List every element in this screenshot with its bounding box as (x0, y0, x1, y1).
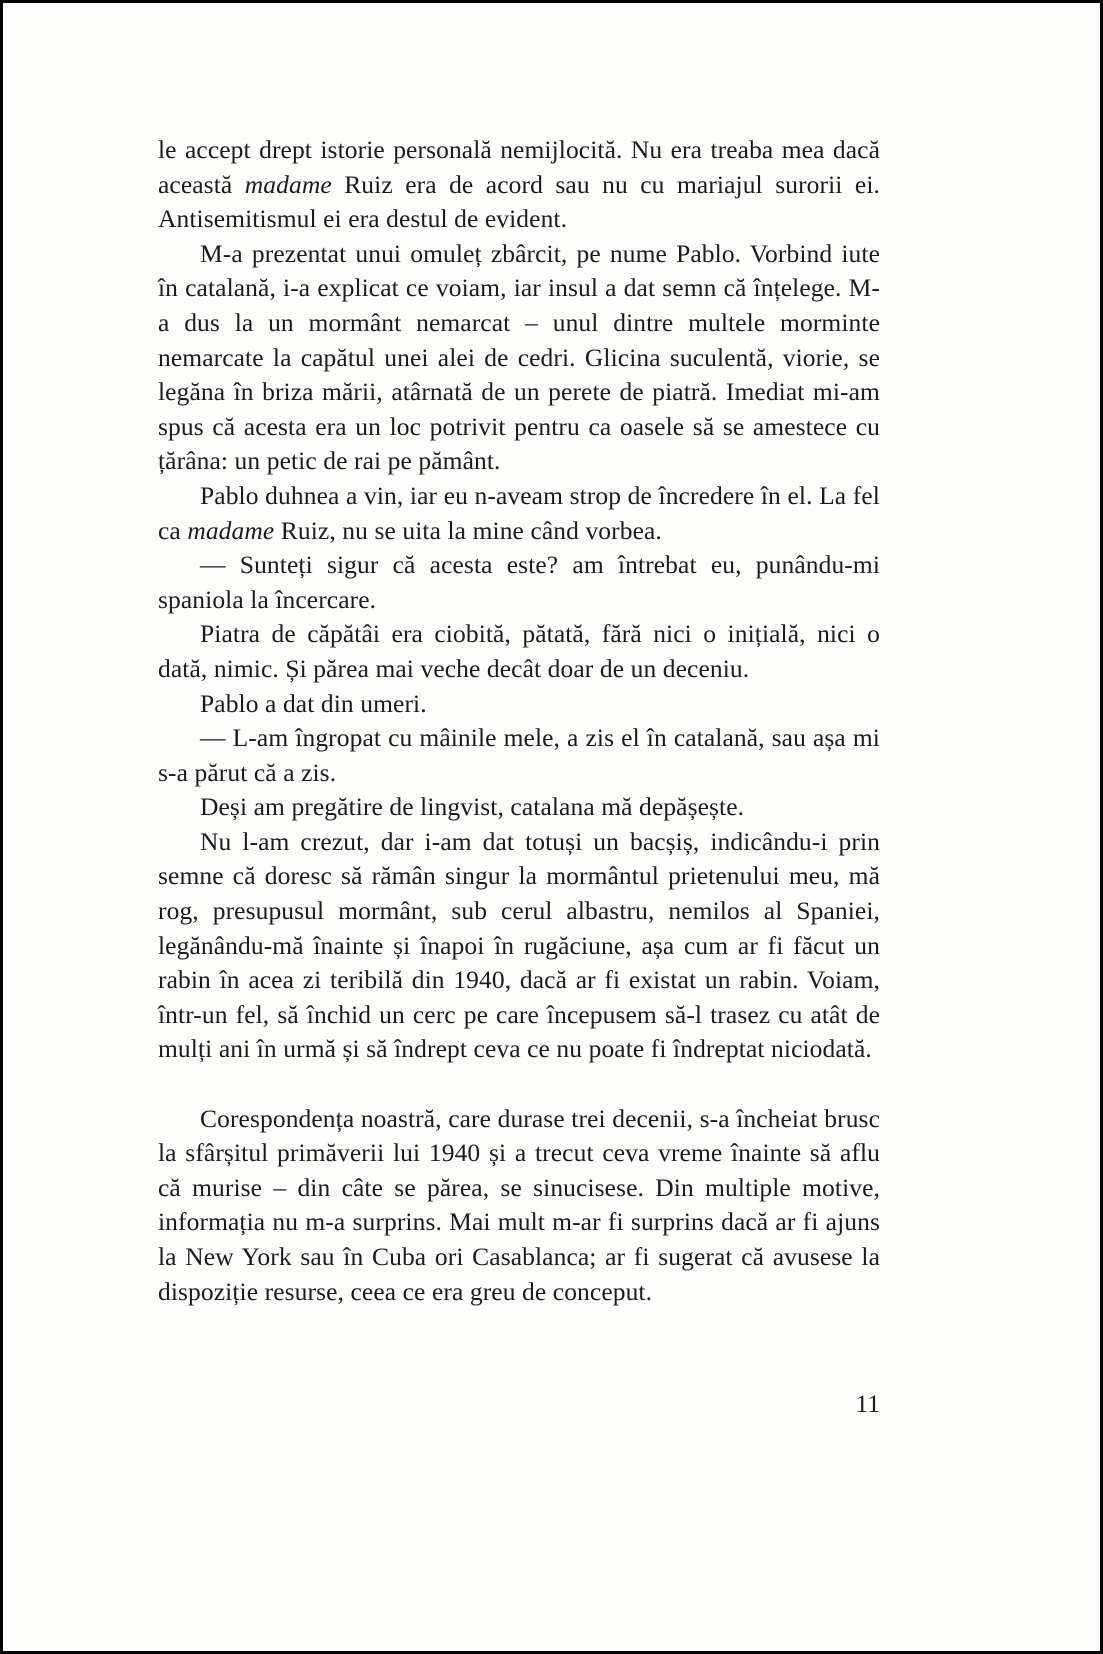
paragraph (158, 237, 880, 479)
paragraph (158, 617, 880, 686)
body-text: Nu l-am crezut, dar i-am dat totuși un bacșiș, indicându-i prin semne că doresc să rămân singur la mormântul prietenului meu, mă rog, presupusul mormânt, sub cerul albastru, nemilos al Spaniei, legănându-mă înainte și înapoi în rugăciune, așa cum ar fi făcut un rabin în acea zi teribilă din 1940, dacă ar fi existat un rabin. Voiam, într-un fel, să închid un cerc pe care începusem să-l trasez cu atât de mulți ani în urmă și să îndrept ceva ce nu poate fi îndreptat niciodată. (158, 826, 880, 1064)
text-block (158, 133, 880, 1309)
body-text: Piatra de căpătâi era ciobită, pătată, fără nici o inițială, nici o dată, nimic. Și părea mai veche decât doar de un deceniu. (158, 619, 880, 683)
body-text: — L-am îngropat cu mâinile mele, a zis el în catalană, sau așa mi s-a părut că a zis. (158, 723, 880, 787)
body-text: le accept drept istorie personală nemijlocită. Nu era treaba mea dacă această (158, 135, 880, 199)
paragraph (158, 133, 880, 237)
body-text: M-a prezentat unui omuleț zbârcit, pe nume Pablo. Vorbind iute în catalană, i-a explicat ce voiam, iar insul a dat semn că înțelege. M-a dus la un mormânt nemarcat – unul dintre multele morminte nemarcate la capătul unei alei de cedri. Glicina suculentă, viorie, se legăna în briza mării, atârnată de un perete de piatră. Imediat mi-am spus că acesta era un loc potrivit pentru ca oasele să se amestece cu țărâna: un petic de rai pe pământ. (158, 238, 880, 476)
body-text: — Sunteți sigur că acesta este? am întrebat eu, punându-mi spaniola la încercare. (158, 550, 880, 614)
body-text: Corespondența noastră, care durase trei decenii, s-a încheiat brusc la sfârșitul primăverii lui 1940 și a trecut ceva vreme înainte să aflu că murise – din câte se părea, se sinucisese. Din multiple motive, informația nu m-a surprins. Mai mult m-ar fi surprins dacă ar fi ajuns la New York sau în Cuba ori Casablanca; ar fi sugerat că avusese la dispoziție resurse, ceea ce era greu de conceput. (158, 1103, 880, 1306)
body-text: Ruiz, nu se uita la mine când vorbea. (274, 515, 662, 545)
paragraph (158, 825, 880, 1067)
paragraph (158, 1102, 880, 1310)
paragraph (158, 548, 880, 617)
paragraph (158, 479, 880, 548)
paragraph (158, 721, 880, 790)
italic-text: madame (244, 169, 332, 199)
body-text: Pablo duhnea a vin, iar eu n-aveam strop de încredere în el. La fel ca (158, 480, 880, 545)
page-number: 11 (855, 1389, 880, 1418)
paragraph (158, 687, 880, 722)
body-text: Pablo a dat din umeri. (200, 688, 427, 718)
body-text: Ruiz era de acord sau nu cu mariajul surorii ei. Antisemitismul ei era destul de evident. (158, 169, 880, 234)
body-text: Deși am pregătire de lingvist, catalana mă depășește. (200, 792, 745, 822)
paragraph (158, 790, 880, 825)
italic-text: madame (187, 515, 275, 545)
